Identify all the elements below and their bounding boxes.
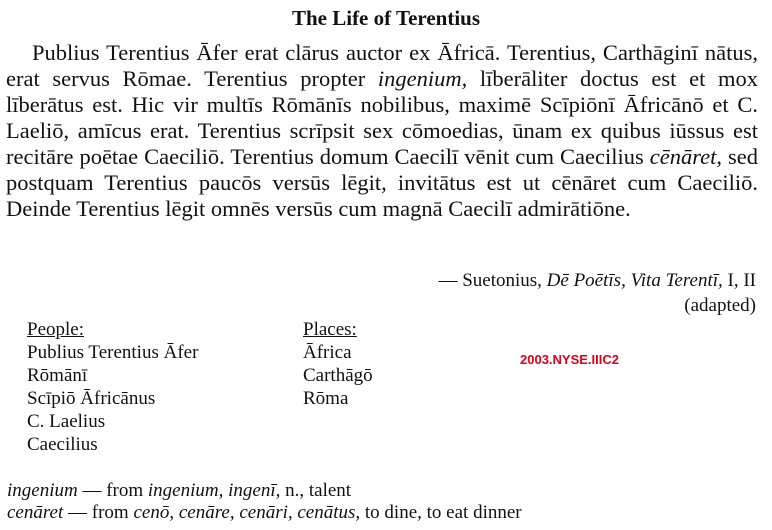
gloss-word: cenāret (7, 502, 64, 523)
passage-text: , sed postquam Terentius paucōs versūs lēgit, invitātus est ut cēnāret cum Caeciliō. Deinde Terentius lēgit omnēs versūs cum magnā Caecilī admirātiōne. (6, 144, 758, 221)
list-item: C. Laelius (27, 411, 106, 432)
places-header: Places: (303, 319, 357, 340)
gloss-forms: ingenium, ingenī, (147, 480, 281, 501)
document-title: The Life of Terentius (291, 6, 481, 30)
gloss-definition: to dine, to eat dinner (360, 502, 522, 523)
gloss-forms: cenō, cenāre, cenāri, cenātus, (133, 502, 361, 523)
list-item: Rōma (303, 388, 349, 409)
attribution-work: Dē Poētīs, Vita Terentī, (546, 270, 723, 291)
list-item: Rōmānī (27, 365, 88, 386)
gloss-definition: n., talent (280, 480, 352, 501)
attribution-line (438, 268, 756, 293)
passage-text: Publius Terentius Āfer erat clārus auctor ex Āfricā. Terentius, Carthāginī nātus, erat servus Rōmae. Terentius propter (6, 40, 758, 91)
gloss-dash: — from (63, 502, 134, 523)
exam-code-stamp: 2003.NYSE.IIIC2 (520, 352, 619, 367)
list-item: Scīpiō Āfricānus (27, 388, 156, 409)
places-list (303, 318, 373, 410)
people-list (27, 318, 198, 456)
list-item: Caecilius (27, 434, 98, 455)
attribution-note: (adapted) (684, 295, 756, 316)
attribution (438, 268, 756, 318)
attribution-prefix: — Suetonius, (438, 270, 547, 291)
gloss-entry (7, 479, 351, 502)
people-header: People: (27, 319, 84, 340)
list-item: Āfrica (303, 342, 352, 363)
gloss-word: ingenium (7, 480, 78, 501)
passage-text: līberāliter doctus est et mox līberātus est. Hic vir multīs Rōmānīs nobilibus, maximē Scīpiōnī Āfricānō et C. Laeliō, amīcus erat. Terentius scrīpsit sex cōmoedias, ūnam ex quibus iūssus est recitāre poētae Caeciliō. Terentius domum Caecilī vēnit cum Caecilius (6, 66, 758, 169)
attribution-ref: I, II (722, 270, 756, 291)
gloss-entry (7, 501, 522, 524)
passage-italic-word: cēnāret (649, 144, 717, 169)
list-item: Publius Terentius Āfer (27, 342, 199, 363)
list-item: Carthāgō (303, 365, 373, 386)
latin-passage (6, 40, 758, 222)
gloss-dash: — from (77, 480, 148, 501)
passage-italic-word: ingenium, (377, 66, 468, 91)
passage-paragraph (6, 40, 758, 222)
